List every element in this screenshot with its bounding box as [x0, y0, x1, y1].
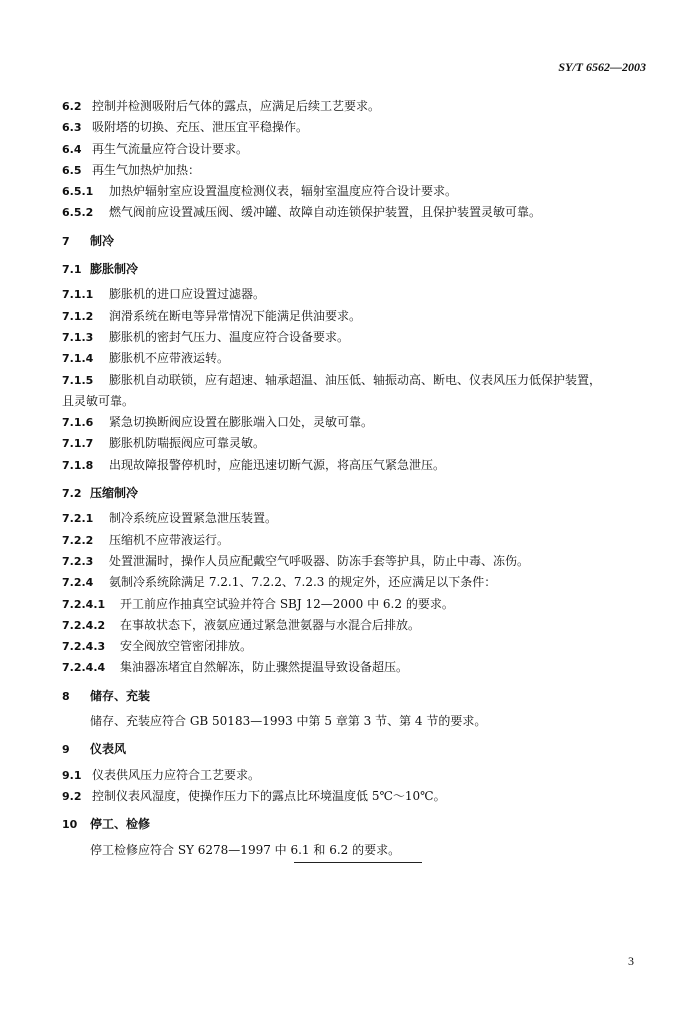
clause-number: 6.2 [62, 100, 82, 113]
clause-line [62, 348, 654, 369]
clause-line [62, 551, 654, 572]
clause-line [62, 530, 654, 551]
clause-line [62, 327, 654, 348]
clause-text: 制冷系统应设置紧急泄压装置。 [109, 511, 278, 526]
clause-text: 膨胀机的密封气压力、温度应符合设备要求。 [109, 329, 350, 344]
clause-text: 膨胀机防喘振阀应可靠灵敏。 [109, 436, 266, 451]
body-paragraph [62, 840, 654, 861]
clause-number: 7.2.4.3 [62, 640, 106, 654]
clause-line [62, 636, 654, 657]
clause-text: 停工、检修 [90, 817, 151, 832]
clause-number: 7.1.4 [62, 352, 94, 366]
clause-number: 7.2 [62, 487, 82, 501]
clause-number: 6.5.1 [62, 185, 94, 199]
clause-number: 7.2.4.2 [62, 618, 106, 632]
clause-number: 7.1.3 [62, 330, 94, 344]
clause-line [62, 202, 654, 223]
clause-line [62, 96, 654, 117]
page-number: 3 [628, 954, 634, 968]
document-body [62, 96, 654, 867]
clause-line [62, 433, 654, 454]
clause-text: 出现故障报警停机时，应能迅速切断气源，将高压气紧急泄压。 [109, 457, 446, 472]
document-code-header: SY/T 6562—2003 [558, 60, 646, 74]
clause-line [62, 786, 654, 807]
clause-text: 在事故状态下，液氨应通过紧急泄氨器与水混合后排放。 [120, 617, 421, 632]
clause-text: 制冷 [90, 233, 115, 248]
clause-number: 6.5.2 [62, 206, 94, 220]
clause-number: 7.2.4.1 [62, 597, 106, 611]
clause-number: 9.2 [62, 789, 82, 803]
section-heading [62, 686, 654, 707]
clause-text: 处置泄漏时，操作人员应配戴空气呼吸器、防冻手套等护具，防止中毒、冻伤。 [109, 553, 530, 568]
clause-line [62, 594, 654, 615]
clause-text: 膨胀机的进口应设置过滤器。 [109, 287, 266, 302]
body-paragraph [62, 711, 654, 732]
clause-line [62, 391, 654, 412]
clause-text: 燃气阀前应设置减压阀、缓冲罐、故障自动连锁保护装置，且保护装置灵敏可靠。 [109, 205, 542, 220]
clause-number: 7.2.3 [62, 554, 94, 568]
clause-line [62, 455, 654, 476]
clause-line [62, 370, 654, 391]
clause-text: 加热炉辐射室应设置温度检测仪表，辐射室温度应符合设计要求。 [109, 184, 458, 199]
clause-number: 6.3 [62, 121, 82, 135]
clause-line [62, 508, 654, 529]
clause-number: 10 [62, 818, 78, 832]
clause-line [62, 160, 654, 181]
clause-text: 再生气流量应符合设计要求。 [92, 141, 249, 156]
clause-text: 控制并检测吸附后气体的露点，应满足后续工艺要求。 [92, 99, 381, 113]
clause-number: 7.1 [62, 263, 82, 277]
clause-text: 仪表供风压力应符合工艺要求。 [92, 767, 261, 782]
clause-number: 7.1.7 [62, 437, 94, 451]
clause-line [62, 572, 654, 593]
clause-text: 储存、充装应符合 GB 50183—1993 中第 5 章第 3 节、第 4 节的要求。 [90, 714, 487, 729]
clause-line [62, 412, 654, 433]
clause-text: 压缩制冷 [90, 486, 139, 501]
clause-number: 7.1.2 [62, 309, 94, 323]
clause-text: 开工前应作抽真空试验并符合 SBJ 12—2000 中 6.2 的要求。 [120, 596, 454, 611]
clause-number: 9 [62, 743, 70, 757]
clause-line [62, 181, 654, 202]
clause-text: 膨胀机不应带液运转。 [109, 351, 230, 366]
section-heading [62, 231, 654, 252]
clause-line [62, 306, 654, 327]
clause-line [62, 765, 654, 786]
section-heading [62, 814, 654, 835]
section-heading [62, 483, 654, 504]
clause-text: 且灵敏可靠。 [62, 393, 135, 408]
clause-line [62, 117, 654, 138]
section-heading [62, 259, 654, 280]
clause-text: 储存、充装 [90, 688, 151, 703]
clause-number: 7.2.4 [62, 576, 94, 590]
clause-text: 膨胀机自动联锁，应有超速、轴承超温、油压低、轴振动高、断电、仪表风压力低保护装置， [109, 372, 602, 387]
clause-number: 7.1.1 [62, 288, 94, 302]
clause-text: 氨制冷系统除满足 7.2.1、7.2.2、7.2.3 的规定外，还应满足以下条件： [109, 575, 497, 590]
clause-number: 9.1 [62, 768, 82, 782]
clause-number: 7 [62, 234, 70, 248]
clause-text: 集油器冻堵宜自然解冻，防止骤然提温导致设备超压。 [120, 660, 409, 675]
clause-number: 6.5 [62, 163, 82, 177]
clause-line [62, 284, 654, 305]
clause-text: 润滑系统在断电等异常情况下能满足供油要求。 [109, 308, 362, 323]
clause-number: 7.1.5 [62, 373, 94, 387]
clause-text: 压缩机不应带液运行。 [109, 532, 230, 547]
clause-text: 紧急切换断阀应设置在膨胀端入口处，灵敏可靠。 [109, 415, 374, 430]
clause-line [62, 657, 654, 678]
clause-line [62, 139, 654, 160]
section-heading [62, 739, 654, 760]
clause-text: 控制仪表风湿度，使操作压力下的露点比环境温度低 5℃～10℃。 [92, 788, 446, 803]
clause-number: 7.1.8 [62, 458, 94, 472]
clause-text: 再生气加热炉加热： [92, 162, 201, 177]
clause-number: 7.1.6 [62, 416, 94, 430]
clause-number: 7.2.1 [62, 512, 94, 526]
clause-number: 7.2.4.4 [62, 661, 106, 675]
clause-number: 6.4 [62, 142, 82, 156]
clause-text: 安全阀放空管密闭排放。 [120, 639, 253, 654]
end-rule [294, 862, 422, 863]
clause-text: 膨胀制冷 [90, 262, 139, 277]
clause-text: 吸附塔的切换、充压、泄压宜平稳操作。 [92, 120, 309, 135]
clause-text: 仪表风 [90, 742, 127, 757]
clause-number: 7.2.2 [62, 533, 94, 547]
clause-number: 8 [62, 689, 70, 703]
clause-text: 停工检修应符合 SY 6278—1997 中 6.1 和 6.2 的要求。 [90, 842, 401, 857]
clause-line [62, 615, 654, 636]
